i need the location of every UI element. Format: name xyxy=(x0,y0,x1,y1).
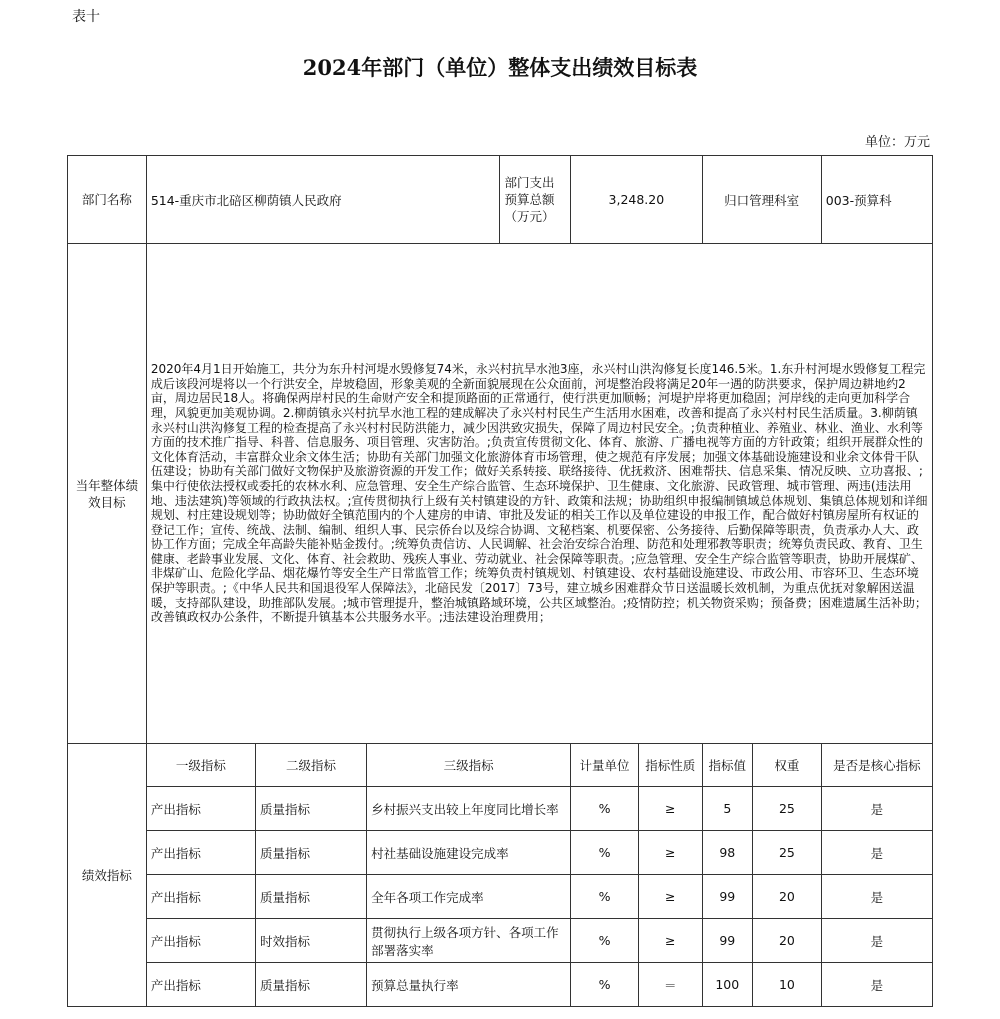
level2-cell: 质量指标 xyxy=(255,963,366,1007)
value-cell: 100 xyxy=(702,963,753,1007)
level1-cell: 产出指标 xyxy=(146,963,255,1007)
level3-cell: 村社基础设施建设完成率 xyxy=(367,831,571,875)
info-row xyxy=(68,156,933,244)
weight-cell: 20 xyxy=(753,875,822,919)
unit-cell: % xyxy=(571,787,639,831)
level3-cell: 全年各项工作完成率 xyxy=(367,875,571,919)
budget-total-label: 部门支出预算总额（万元） xyxy=(500,156,571,244)
weight-cell: 25 xyxy=(753,787,822,831)
column-header: 指标性质 xyxy=(638,744,702,787)
core-cell: 是 xyxy=(821,963,932,1007)
unit-cell: % xyxy=(571,963,639,1007)
column-header: 二级指标 xyxy=(255,744,366,787)
level2-cell: 质量指标 xyxy=(255,875,366,919)
level1-cell: 产出指标 xyxy=(146,919,255,963)
budget-total-value: 3,248.20 xyxy=(571,156,702,244)
column-header: 权重 xyxy=(753,744,822,787)
level3-cell: 预算总量执行率 xyxy=(367,963,571,1007)
level1-cell: 产出指标 xyxy=(146,831,255,875)
unit-cell: % xyxy=(571,919,639,963)
annual-goal-row xyxy=(68,244,933,744)
table-row xyxy=(68,963,933,1007)
nature-cell: ≥ xyxy=(638,831,702,875)
weight-cell: 20 xyxy=(753,919,822,963)
annual-goal-label: 当年整体绩效目标 xyxy=(68,244,147,744)
nature-cell: ≥ xyxy=(638,787,702,831)
dept-name-label: 部门名称 xyxy=(68,156,147,244)
table-row xyxy=(68,787,933,831)
level2-cell: 质量指标 xyxy=(255,787,366,831)
unit-label: 单位：万元 xyxy=(864,135,930,150)
page-title: 2024年部门（单位）整体支出绩效目标表 xyxy=(302,55,698,80)
column-header: 计量单位 xyxy=(571,744,639,787)
dept-name-value: 514-重庆市北碚区柳荫镇人民政府 xyxy=(146,156,500,244)
core-cell: 是 xyxy=(821,787,932,831)
weight-cell: 10 xyxy=(753,963,822,1007)
nature-cell: ≥ xyxy=(638,875,702,919)
nature-cell: ≥ xyxy=(638,919,702,963)
level3-cell: 贯彻执行上级各项方针、各项工作部署落实率 xyxy=(367,919,571,963)
table-row xyxy=(68,919,933,963)
indicator-header-row xyxy=(68,744,933,787)
value-cell: 98 xyxy=(702,831,753,875)
unit-cell: % xyxy=(571,875,639,919)
performance-goal-table xyxy=(67,155,933,1007)
core-cell: 是 xyxy=(821,919,932,963)
weight-cell: 25 xyxy=(753,831,822,875)
value-cell: 99 xyxy=(702,875,753,919)
value-cell: 5 xyxy=(702,787,753,831)
indicator-section-label: 绩效指标 xyxy=(68,744,147,1007)
column-header: 指标值 xyxy=(702,744,753,787)
core-cell: 是 xyxy=(821,831,932,875)
annual-goal-text: 2020年4月1日开始施工，共分为东升村河堤水毁修复74米，永兴村抗旱水池3座，永兴村山洪沟修复长度146.5米。1.东升村河堤水毁修复工程完成后该段河堤将以一个行洪安全，岸坡稳固，形象美观的全新面貌展现在公众面前，河堤整治段将满足20年一遇的防洪要求，保护周边耕地约2亩，周边居民18人。将确保两岸村民的生命财产安全和提顶路面的正常通行，使行洪更加顺畅；河堤护岸将更加稳固；河岸线的走向更加科学合理，风貌更加美观协调。2.柳荫镇永兴村抗旱水池工程的建成解决了永兴村村民生产生活用水困难，改善和提高了永兴村村民生活质量。3.柳荫镇永兴村山洪沟修复工程的检查提高了永兴村村民防洪能力，减少因洪致灾损失，保障了周边村民安全。;负责种植业、养殖业、林业、渔业、水利等方面的技术推广指导、科普、信息服务、项目管理、灾害防治。;负责宣传贯彻文化、体育、旅游、广播电视等方面的方针政策；组织开展群众性的文化体育活动，丰富群众业余文体生活；协助有关部门加强文化旅游体育市场管理，使之规范有序发展；加强文体基础设施建设和业余文体骨干队伍建设；协助有关部门做好文物保护及旅游资源的开发工作；做好关系转接、联络接待、优抚救济、困难帮扶、信息采集、情况反映、立功喜报、;集中行使依法授权或委托的农林水利、应急管理、安全生产综合监管、生态环境保护、卫生健康、文化旅游、民政管理、城市管理、两违(违法用地、违法建筑)等领域的行政执法权。;宣传贯彻执行上级有关村镇建设的方针、政策和法规；协助组织申报编制镇域总体规划、集镇总体规划和详细规划、村庄建设规划等；协助做好全镇范围内的个人建房的申请、审批及发证的相关工作以及单位建设的申报工作，配合做好村镇房屋所有权证的登记工作；宣传、统战、法制、编制、组织人事、民宗侨台以及综合协调、文秘档案、机要保密、公务接待、后勤保障等职责，负责承办人大、政协工作方面；完成全年高龄失能补贴金拨付。;统筹负责信访、人民调解、社会治安综合治理、防范和处理邪教等职责；统筹负责民政、教育、卫生健康、老龄事业发展、文化、体育、社会救助、残疾人事业、劳动就业、社会保障等职责。;应急管理、安全生产综合监管等职责，协助开展煤矿、非煤矿山、危险化学品、烟花爆竹等安全生产日常监管工作；统筹负责村镇规划、村镇建设、农村基础设施建设、市政公用、市容环卫、生态环境保护等职责。;《中华人民共和国退役军人保障法》，北碚民发〔2017〕73号，建立城乡困难群众节日送温暖长效机制，为重点优抚对象解困送温暖，支持部队建设，助推部队发展。;城市管理提升，整治城镇路域环境，公共区域整治。;疫情防控；机关物资采购；预备费；困难遗属生活补助；改善镇政权办公条件，不断提升镇基本公共服务水平。;违法建设治理费用； xyxy=(146,244,932,744)
level1-cell: 产出指标 xyxy=(146,875,255,919)
managing-dept-value: 003-预算科 xyxy=(821,156,932,244)
level3-cell: 乡村振兴支出较上年度同比增长率 xyxy=(367,787,571,831)
table-row xyxy=(68,875,933,919)
level2-cell: 质量指标 xyxy=(255,831,366,875)
value-cell: 99 xyxy=(702,919,753,963)
nature-cell: ＝ xyxy=(638,963,702,1007)
column-header: 三级指标 xyxy=(367,744,571,787)
column-header: 一级指标 xyxy=(146,744,255,787)
column-header: 是否是核心指标 xyxy=(821,744,932,787)
core-cell: 是 xyxy=(821,875,932,919)
table-row xyxy=(68,831,933,875)
unit-cell: % xyxy=(571,831,639,875)
level2-cell: 时效指标 xyxy=(255,919,366,963)
level1-cell: 产出指标 xyxy=(146,787,255,831)
table-number: 表十 xyxy=(72,9,100,25)
managing-dept-label: 归口管理科室 xyxy=(702,156,821,244)
